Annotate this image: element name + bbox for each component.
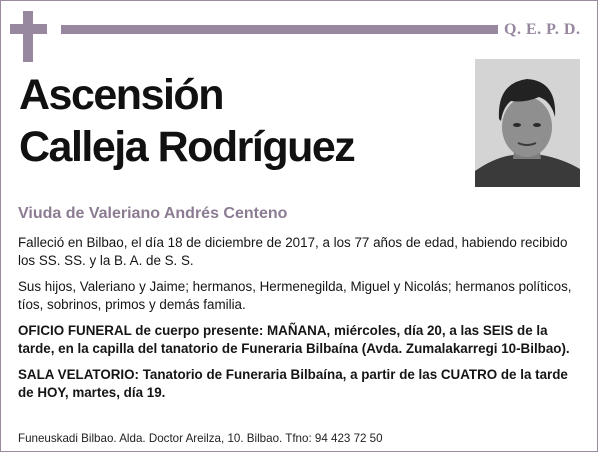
subtitle-widow-of: Viuda de Valeriano Andrés Centeno bbox=[18, 205, 288, 222]
funeral-home-footer: Funeuskadi Bilbao. Alda. Doctor Areilza, 10. Bilbao. Tfno: 94 423 72 50 bbox=[18, 432, 383, 445]
cross-icon-vertical bbox=[23, 11, 33, 62]
notice-body bbox=[18, 234, 583, 410]
funeral-service: OFICIO FUNERAL de cuerpo presente: MAÑANA, miércoles, día 20, a las SEIS de la tarde, en la capilla del tanatorio de Funeraria Bilbaína (Avda. Zumalakarregi 10-Bilbao). bbox=[18, 323, 570, 356]
name-line-2: Calleja Rodríguez bbox=[19, 123, 355, 171]
portrait-photo bbox=[475, 59, 580, 187]
wake-room: SALA VELATORIO: Tanatorio de Funeraria Bilbaína, a partir de las CUATRO de la tarde de HOY, martes, día 19. bbox=[18, 367, 568, 400]
header-rule bbox=[61, 25, 498, 34]
cross-icon-horizontal bbox=[10, 24, 47, 34]
death-announcement: Falleció en Bilbao, el día 18 de diciembre de 2017, a los 77 años de edad, habiendo recibido los SS. SS. y la B. A. de S. S. bbox=[18, 235, 568, 268]
family-list: Sus hijos, Valeriano y Jaime; hermanos, Hermenegilda, Miguel y Nicolás; hermanos políticos, tíos, sobrinos, primos y demás familia. bbox=[18, 279, 572, 312]
portrait-image bbox=[475, 59, 580, 187]
deceased-name bbox=[19, 69, 354, 173]
qepd-label: Q. E. P. D. bbox=[504, 21, 581, 38]
name-line-1: Ascensión bbox=[19, 71, 223, 119]
